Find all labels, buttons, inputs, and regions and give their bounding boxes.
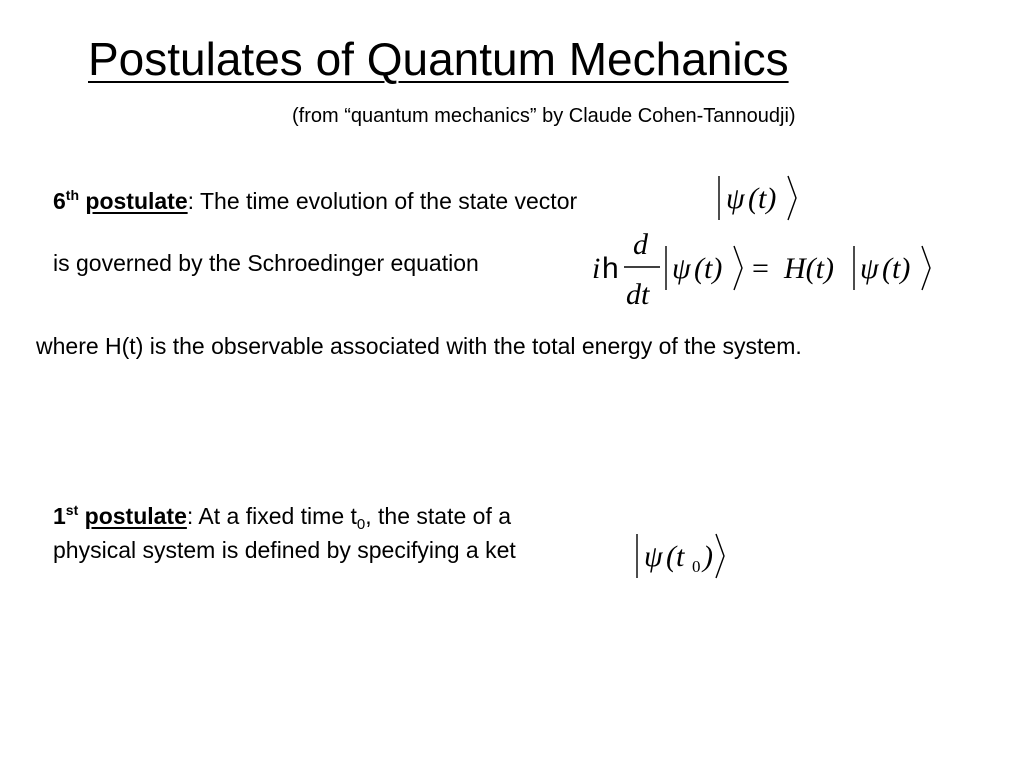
postulate-6-line-3: where H(t) is the observable associated with the total energy of the system. <box>36 333 802 359</box>
slide-title: Postulates of Quantum Mechanics <box>88 33 789 85</box>
equals-sign: = <box>752 252 769 285</box>
ket-argument-open: (t <box>666 540 685 573</box>
postulate-6-line-1 <box>53 188 577 216</box>
postulate-1-word: postulate <box>84 503 187 529</box>
psi-symbol-right: ψ <box>860 252 879 285</box>
ket-psi-t0 <box>632 530 732 587</box>
hbar-symbol: h <box>602 252 619 285</box>
postulate-1-subscript: 0 <box>356 516 366 533</box>
derivative-numerator: d <box>633 228 648 261</box>
postulate-1-number: 1st <box>53 502 79 529</box>
psi-symbol: ψ <box>726 182 745 215</box>
imaginary-unit: i <box>592 252 601 285</box>
postulate-1-line-2: physical system is defined by specifying a ket <box>53 537 516 563</box>
postulate-6-number: 6th <box>53 187 80 214</box>
psi-argument-left: (t) <box>694 252 723 285</box>
psi-argument-right: (t) <box>882 252 911 285</box>
postulate-6-word: postulate <box>85 188 188 214</box>
postulate-6-line-2: is governed by the Schroedinger equation <box>53 250 479 276</box>
hamiltonian: H(t) <box>784 252 834 285</box>
psi-symbol: ψ <box>644 540 663 573</box>
ket-psi-t <box>714 172 804 229</box>
ket-argument-close: ) <box>703 540 713 573</box>
postulate-1-text-a: : At a fixed time t <box>186 503 357 529</box>
postulate-1-line-1 <box>53 503 511 534</box>
slide-subtitle: (from “quantum mechanics” by Claude Cohen-Tannoudji) <box>292 105 796 127</box>
schroedinger-equation <box>588 224 938 321</box>
derivative-denominator: dt <box>626 278 650 311</box>
postulate-6-text: : The time evolution of the state vector <box>187 188 578 214</box>
ket-argument: (t) <box>748 182 777 215</box>
postulate-1-text-b: , the state of a <box>365 503 512 529</box>
psi-symbol-left: ψ <box>672 252 691 285</box>
ket-subscript: 0 <box>692 557 701 576</box>
